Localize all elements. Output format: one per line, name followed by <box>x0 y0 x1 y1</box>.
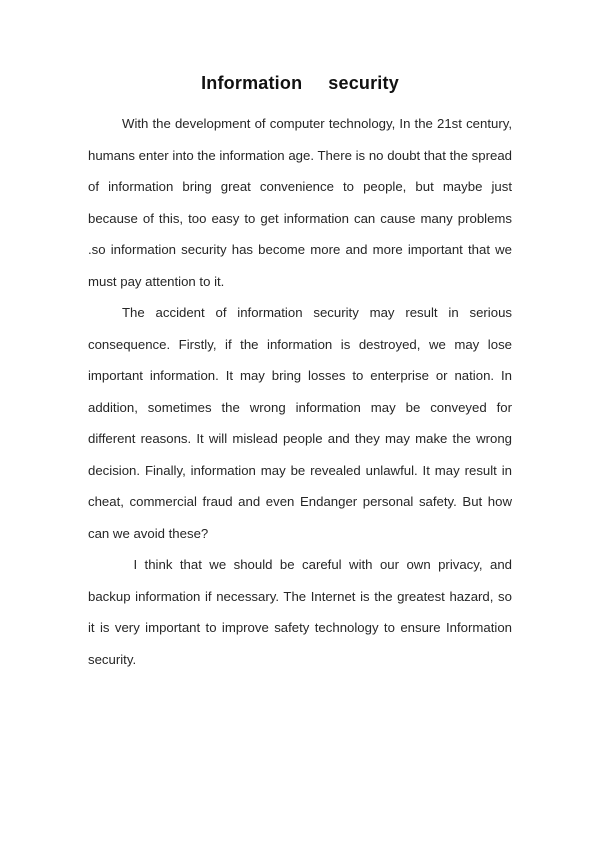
page-title: Information security <box>201 73 399 93</box>
document-body <box>88 108 516 675</box>
paragraph-conclusion: I think that we should be careful with our own privacy, and backup information if necessary. The Internet is the greatest hazard, so it is very important to improve safety technology to ensure Information security. <box>88 557 516 667</box>
paragraph-intro: With the development of computer technology, In the 21st century, humans enter into the information age. There is no doubt that the spread of information bring great convenience to people, but maybe just because of this, too easy to get information can cause many problems .so information security has become more and more important that we must pay attention to it. <box>88 116 516 289</box>
paragraph-consequences: The accident of information security may result in serious consequence. Firstly, if the information is destroyed, we may lose important information. It may bring losses to enterprise or nation. In addition, sometimes the wrong information may be conveyed for different reasons. It will mislead people and they may make the wrong decision. Finally, information may be revealed unlawful. It may result in cheat, commercial fraud and even Endanger personal safety. But how can we avoid these? <box>88 305 516 541</box>
